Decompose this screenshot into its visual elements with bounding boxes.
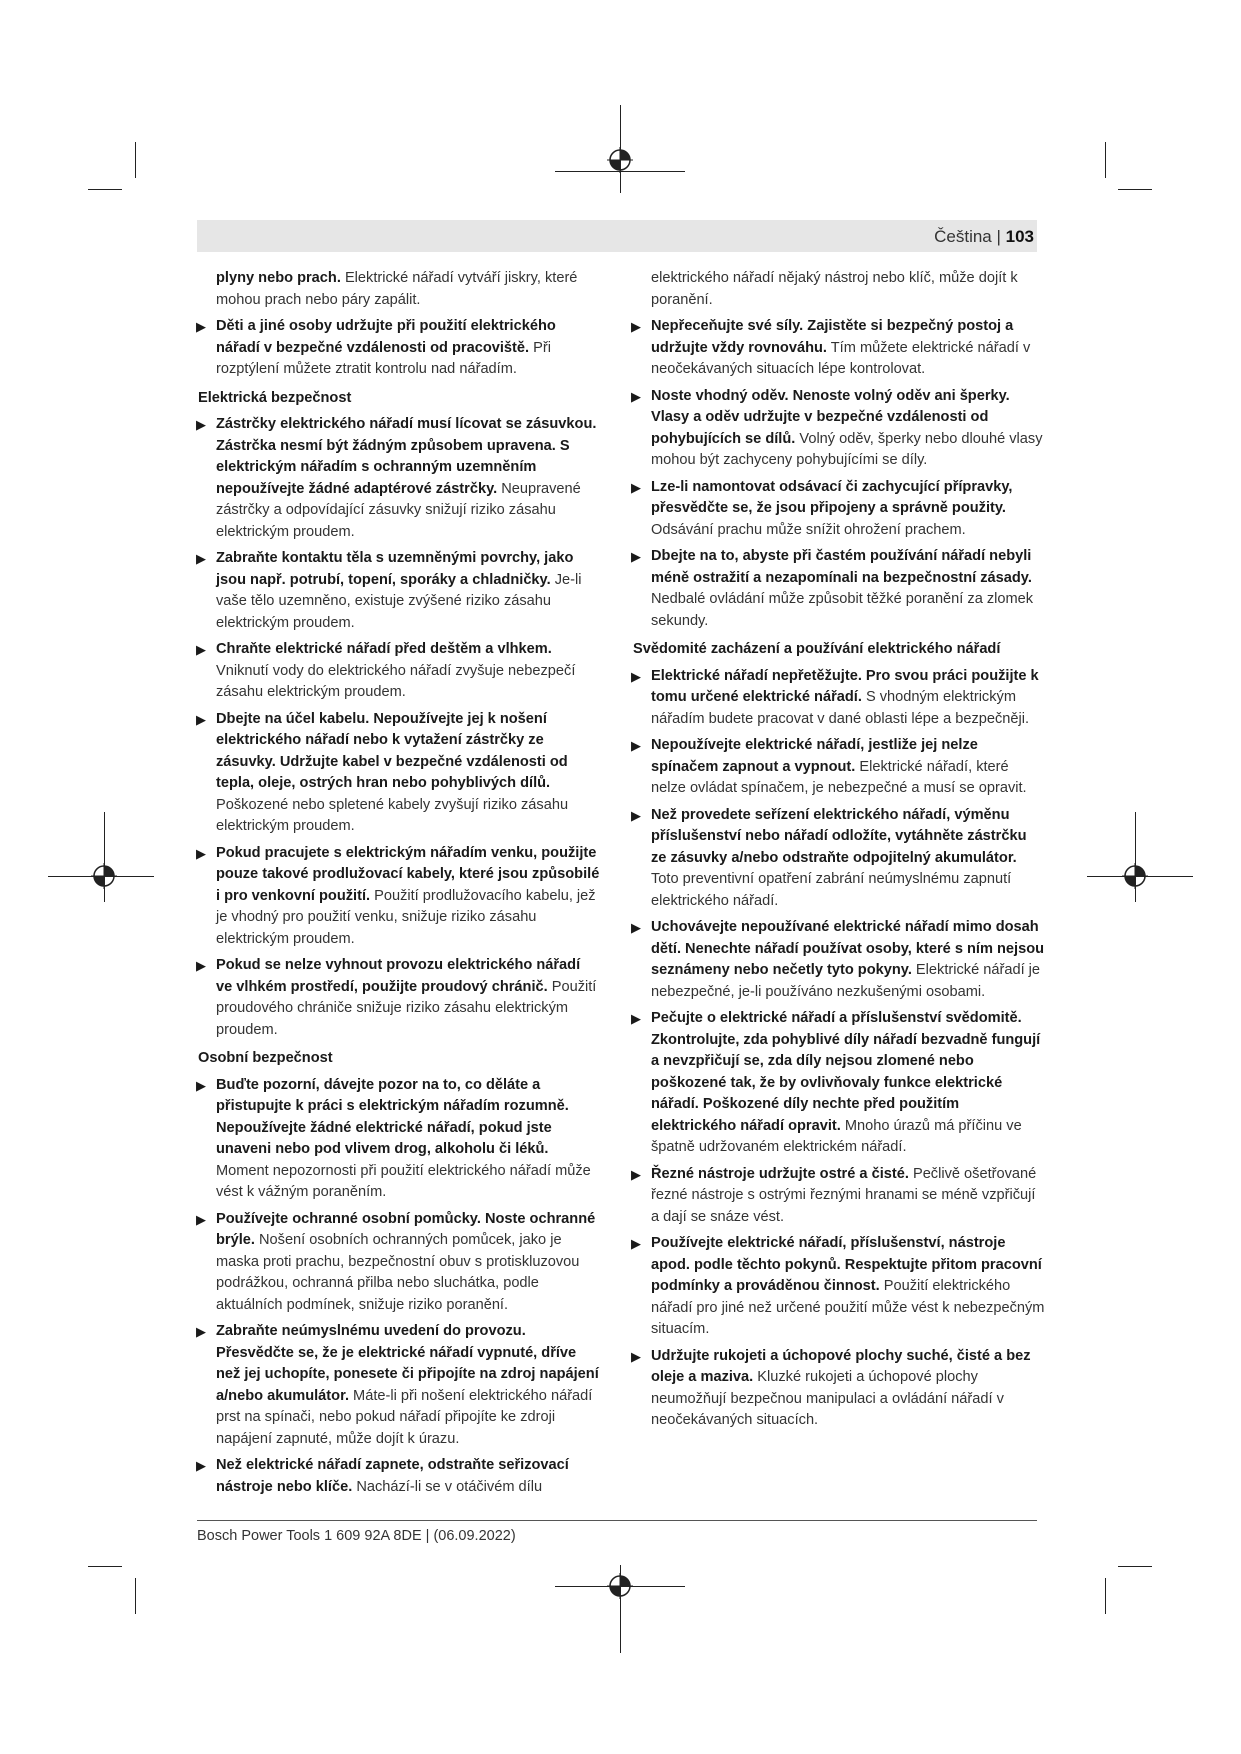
safety-instruction [633,386,1045,472]
safety-instruction [198,955,600,1041]
bullet-triangle-icon: ▶ [196,642,206,657]
instruction-explanation-text: Nachází-li se v otáčivém dílu [352,1478,543,1495]
instruction-bold-text: Udržujte rukojeti a úchopové plochy suché, čisté a bez oleje a maziva. [651,1347,1031,1385]
crop-mark [1105,142,1106,178]
footer-divider [197,1520,1037,1521]
instruction-bold-text: Řezné nástroje udržujte ostré a čisté. [651,1165,909,1182]
instruction-explanation-text: Poškozené nebo spletené kabely zvyšují riziko zásahu elektrickým proudem. [216,796,569,834]
instruction-explanation-text: Odsávání prachu může snížit ohrožení prachem. [651,521,966,538]
instruction-bold-text: Buďte pozorní, dávejte pozor na to, co děláte a přistupujte k práci s elektrickým nářadím rozumně. Nepoužívejte žádné elektrické nářadí, pokud jste unaveni nebo pod vlivem drog, alkoholu či léků. [216,1076,569,1157]
instruction-bold-text: Dbejte na to, abyste při častém používání nářadí nebyli méně ostražití a nezapomínali na bezpečnostní zásady. [651,548,1032,586]
safety-instruction [633,1233,1045,1341]
instruction-explanation-text: Nošení osobních ochranných pomůcek, jako je maska proti prachu, bezpečnostní obuv s protiskluzovou podrážkou, ochranná přilba nebo sluchátka, podle aktuálních podmínek, snižuje riziko poranění. [216,1232,580,1313]
instruction-explanation-text: Neupravené zástrčky a odpovídající zásuvky snižují riziko zásahu elektrickým proudem. [216,480,581,540]
bullet-triangle-icon: ▶ [631,920,641,935]
bullet-triangle-icon: ▶ [631,549,641,564]
instruction-explanation-text: Elektrické nářadí vytváří jiskry, které mohou prach nebo páry zapálit. [216,270,578,308]
instruction-explanation-text: Moment nepozornosti při použití elektrického nářadí může vést k vážným poraněním. [216,1162,591,1200]
instruction-explanation-text: Při rozptýlení můžete ztratit kontrolu nad nářadím. [216,339,551,377]
instruction-explanation-text: Elektrické nářadí je nebezpečné, je-li používáno nezkušenými osobami. [651,962,1041,1000]
left-column [198,268,600,1503]
instruction-explanation-text: Použití elektrického nářadí pro jiné než určené použití může vést k nebezpečným situacím. [651,1278,1045,1337]
bullet-triangle-icon: ▶ [631,807,641,823]
bullet-triangle-icon: ▶ [631,738,641,753]
bullet-triangle-icon: ▶ [196,1458,206,1473]
instruction-bold-text: Elektrické nářadí nepřetěžujte. Pro svou práci použijte k tomu určené elektrické nářadí. [651,667,1039,705]
instruction-bold-text: Nepřeceňujte své síly. Zajistěte si bezpečný postoj a udržujte vždy rovnováhu. [651,318,1014,356]
bullet-triangle-icon: ▶ [196,417,206,432]
instruction-bold-text: Děti a jiné osoby udržujte při použití elektrického nářadí v bezpečné vzdálenosti od pracoviště. [216,318,556,356]
bullet-triangle-icon: ▶ [631,319,641,334]
instruction-explanation-text: elektrického nářadí nějaký nástroj nebo klíč, může dojít k poranění. [651,270,1018,308]
crop-mark [1105,1578,1106,1614]
right-column [633,268,1045,1437]
instruction-bold-text: Pokud pracujete s elektrickým nářadím venku, použijte pouze takové prodlužovací kabely, které jsou způsobilé i pro venkovní použití. [216,844,600,904]
safety-instruction [198,1321,600,1450]
crop-mark [88,1566,122,1567]
safety-instruction [198,709,600,838]
safety-instruction [198,1209,600,1317]
section-heading: Svědomité zacházení a používání elektrického nářadí [633,641,1001,657]
registration-target-icon [91,863,117,889]
safety-instruction [633,805,1045,913]
bullet-triangle-icon: ▶ [196,958,206,973]
instruction-bold-text: Zabraňte neúmyslnému uvedení do provozu. Přesvědčte se, že je elektrické nářadí vypnuté, dříve než jej uchopíte, ponesete či připojíte na zdroj napájení a/nebo akumulátor. [216,1323,599,1404]
bullet-triangle-icon: ▶ [196,551,206,566]
safety-instruction [633,1346,1045,1432]
safety-instruction [633,546,1045,632]
instruction-explanation-text: Tím můžete elektrické nářadí v neočekávaných situacích lépe kontrolovat. [651,339,1031,377]
safety-instruction [633,477,1045,542]
continued-paragraph [633,268,1045,311]
instruction-explanation-text: Toto preventivní opatření zabrání neúmyslnému zapnutí elektrického nářadí. [651,871,1012,909]
page-footer: Bosch Power Tools 1 609 92A 8DE | (06.09.2022) [197,1528,516,1544]
safety-instruction [633,1008,1045,1159]
bullet-triangle-icon: ▶ [631,479,641,495]
instruction-explanation-text: S vhodným elektrickým nářadím budete pracovat v dané oblasti lépe a bezpečněji. [651,689,1030,727]
registration-target-icon [607,147,633,173]
bullet-triangle-icon: ▶ [631,388,641,404]
instruction-bold-text: Lze-li namontovat odsávací či zachycující přípravky, přesvědčte se, že jsou připojeny a správně použity. [651,478,1013,516]
safety-instruction [633,917,1045,1003]
crop-mark [1118,1566,1152,1567]
safety-instruction [198,639,600,704]
page-header-band [197,220,1037,252]
bullet-triangle-icon: ▶ [196,711,206,727]
instruction-explanation-text: Použití prodlužovacího kabelu, jež je vhodný pro použití venku, snižuje riziko zásahu elektrickým proudem. [216,887,596,947]
safety-instruction [633,666,1045,731]
crop-mark [135,142,136,178]
instruction-explanation-text: Volný oděv, šperky nebo dlouhé vlasy mohou být zachyceny pohybujícími se díly. [651,430,1043,468]
instruction-explanation-text: Kluzké rukojeti a úchopové plochy neumožňují bezpečnou manipulaci a ovládání nářadí v neočekávaných situacích. [651,1369,1004,1428]
registration-target-icon [607,1573,633,1599]
section-heading: Elektrická bezpečnost [198,389,352,406]
safety-instruction [633,735,1045,800]
bullet-triangle-icon: ▶ [196,845,206,861]
bullet-triangle-icon: ▶ [196,1324,206,1339]
instruction-explanation-text: Vniknutí vody do elektrického nářadí zvyšuje nebezpečí zásahu elektrickým proudem. [216,662,576,700]
instruction-bold-text: Pečujte o elektrické nářadí a příslušenství svědomitě. Zkontrolujte, zda pohyblivé díly nářadí bezvadně fungují a nevzpřičují se, zda díly nejsou zlomené nebo poškozené tak, že by ovlivňovaly funkce elektrické nářadí. Poškozené díly nechte před použitím elektrického nářadí opravit. [651,1010,1041,1134]
instruction-bold-text: Používejte elektrické nářadí, příslušenství, nástroje apod. podle těchto pokynů. Respektujte přitom pracovní podmínky a prováděnou činnost. [651,1235,1042,1294]
instruction-bold-text: Zástrčky elektrického nářadí musí lícovat se zásuvkou. Zástrčka nesmí být žádným způsobem upravena. S elektrickým nářadím s ochranným uzemněním nepoužívejte žádné adaptérové zástrčky. [216,416,597,497]
section-heading: Osobní bezpečnost [198,1050,333,1066]
crop-mark [135,1578,136,1614]
bullet-triangle-icon: ▶ [631,1236,641,1251]
instruction-explanation-text: Použití proudového chrániče snižuje riziko zásahu elektrickým proudem. [216,978,597,1038]
instruction-bold-text: Uchovávejte nepoužívané elektrické nářadí mimo dosah dětí. Nenechte nářadí používat osoby, které s ním nejsou seznámeny nebo nečetly tyto pokyny. [651,919,1045,978]
instruction-bold-text: Noste vhodný oděv. Nenoste volný oděv ani šperky. Vlasy a oděv udržujte v bezpečné vzdálenosti od pohybujících se dílů. [651,387,1010,447]
safety-instruction [198,843,600,951]
instruction-bold-text: Než elektrické nářadí zapnete, odstraňte seřizovací nástroje nebo klíče. [216,1457,569,1495]
bullet-triangle-icon: ▶ [631,1166,641,1182]
bullet-triangle-icon: ▶ [196,1211,206,1227]
instruction-explanation-text: Je-li vaše tělo uzemněno, existuje zvýšené riziko zásahu elektrickým proudem. [216,571,582,631]
crop-mark [88,189,122,190]
safety-instruction [198,316,600,381]
instruction-explanation-text: Nedbalé ovládání může způsobit těžké poranění za zlomek sekundy. [651,591,1034,629]
page-number: 103 [1005,227,1034,246]
safety-instruction [198,1455,600,1498]
instruction-bold-text: plyny nebo prach. [216,270,341,286]
instruction-bold-text: Než provedete seřízení elektrického nářadí, výměnu příslušenství nebo nářadí odložíte, vytáhněte zástrčku ze zásuvky a/nebo odstraňte odpojitelný akumulátor. [651,806,1027,866]
safety-instruction [633,1164,1045,1229]
bullet-triangle-icon: ▶ [631,1348,641,1364]
page-header: Čeština | 103 [934,227,1034,246]
instruction-bold-text: Zabraňte kontaktu těla s uzemněnými povrchy, jako jsou např. potrubí, topení, sporáky a chladničky. [216,550,574,588]
instruction-bold-text: Dbejte na účel kabelu. Nepoužívejte jej k nošení elektrického nářadí nebo k vytažení zástrčky ze zásuvky. Udržujte kabel v bezpečné vzdálenosti od tepla, oleje, ostrých hran nebo pohyblivých dílů. [216,710,568,791]
safety-instruction [633,316,1045,381]
instruction-bold-text: Nepoužívejte elektrické nářadí, jestliže jej nelze spínačem zapnout a vypnout. [651,737,978,775]
crop-mark [1118,189,1152,190]
instruction-explanation-text: Elektrické nářadí, které nelze ovládat spínačem, je nebezpečné a musí se opravit. [651,758,1027,796]
instruction-explanation-text: Máte-li při nošení elektrického nářadí prst na spínači, nebo pokud nářadí připojíte ke zdroji napájení zapnuté, může dojít k úrazu. [216,1387,593,1447]
instruction-bold-text: Chraňte elektrické nářadí před deštěm a vlhkem. [216,641,552,657]
instruction-bold-text: Používejte ochranné osobní pomůcky. Noste ochranné brýle. [216,1210,596,1248]
instruction-bold-text: Pokud se nelze vyhnout provozu elektrického nářadí ve vlhkém prostředí, použijte proudový chránič. [216,957,581,995]
continued-paragraph [198,268,600,311]
section-name: Čeština [934,227,992,246]
registration-target-icon [1122,863,1148,889]
safety-instruction [198,1075,600,1204]
bullet-triangle-icon: ▶ [631,668,641,684]
bullet-triangle-icon: ▶ [196,319,206,334]
instruction-explanation-text: Pečlivě ošetřované řezné nástroje s ostrými řeznými hranami se méně vzpřičují a dají se snáze vést. [651,1165,1037,1225]
bullet-triangle-icon: ▶ [196,1077,206,1093]
safety-instruction [198,414,600,543]
instruction-explanation-text: Mnoho úrazů má příčinu ve špatně udržovaném elektrickém nářadí. [651,1117,1022,1155]
bullet-triangle-icon: ▶ [631,1011,641,1026]
safety-instruction [198,548,600,634]
